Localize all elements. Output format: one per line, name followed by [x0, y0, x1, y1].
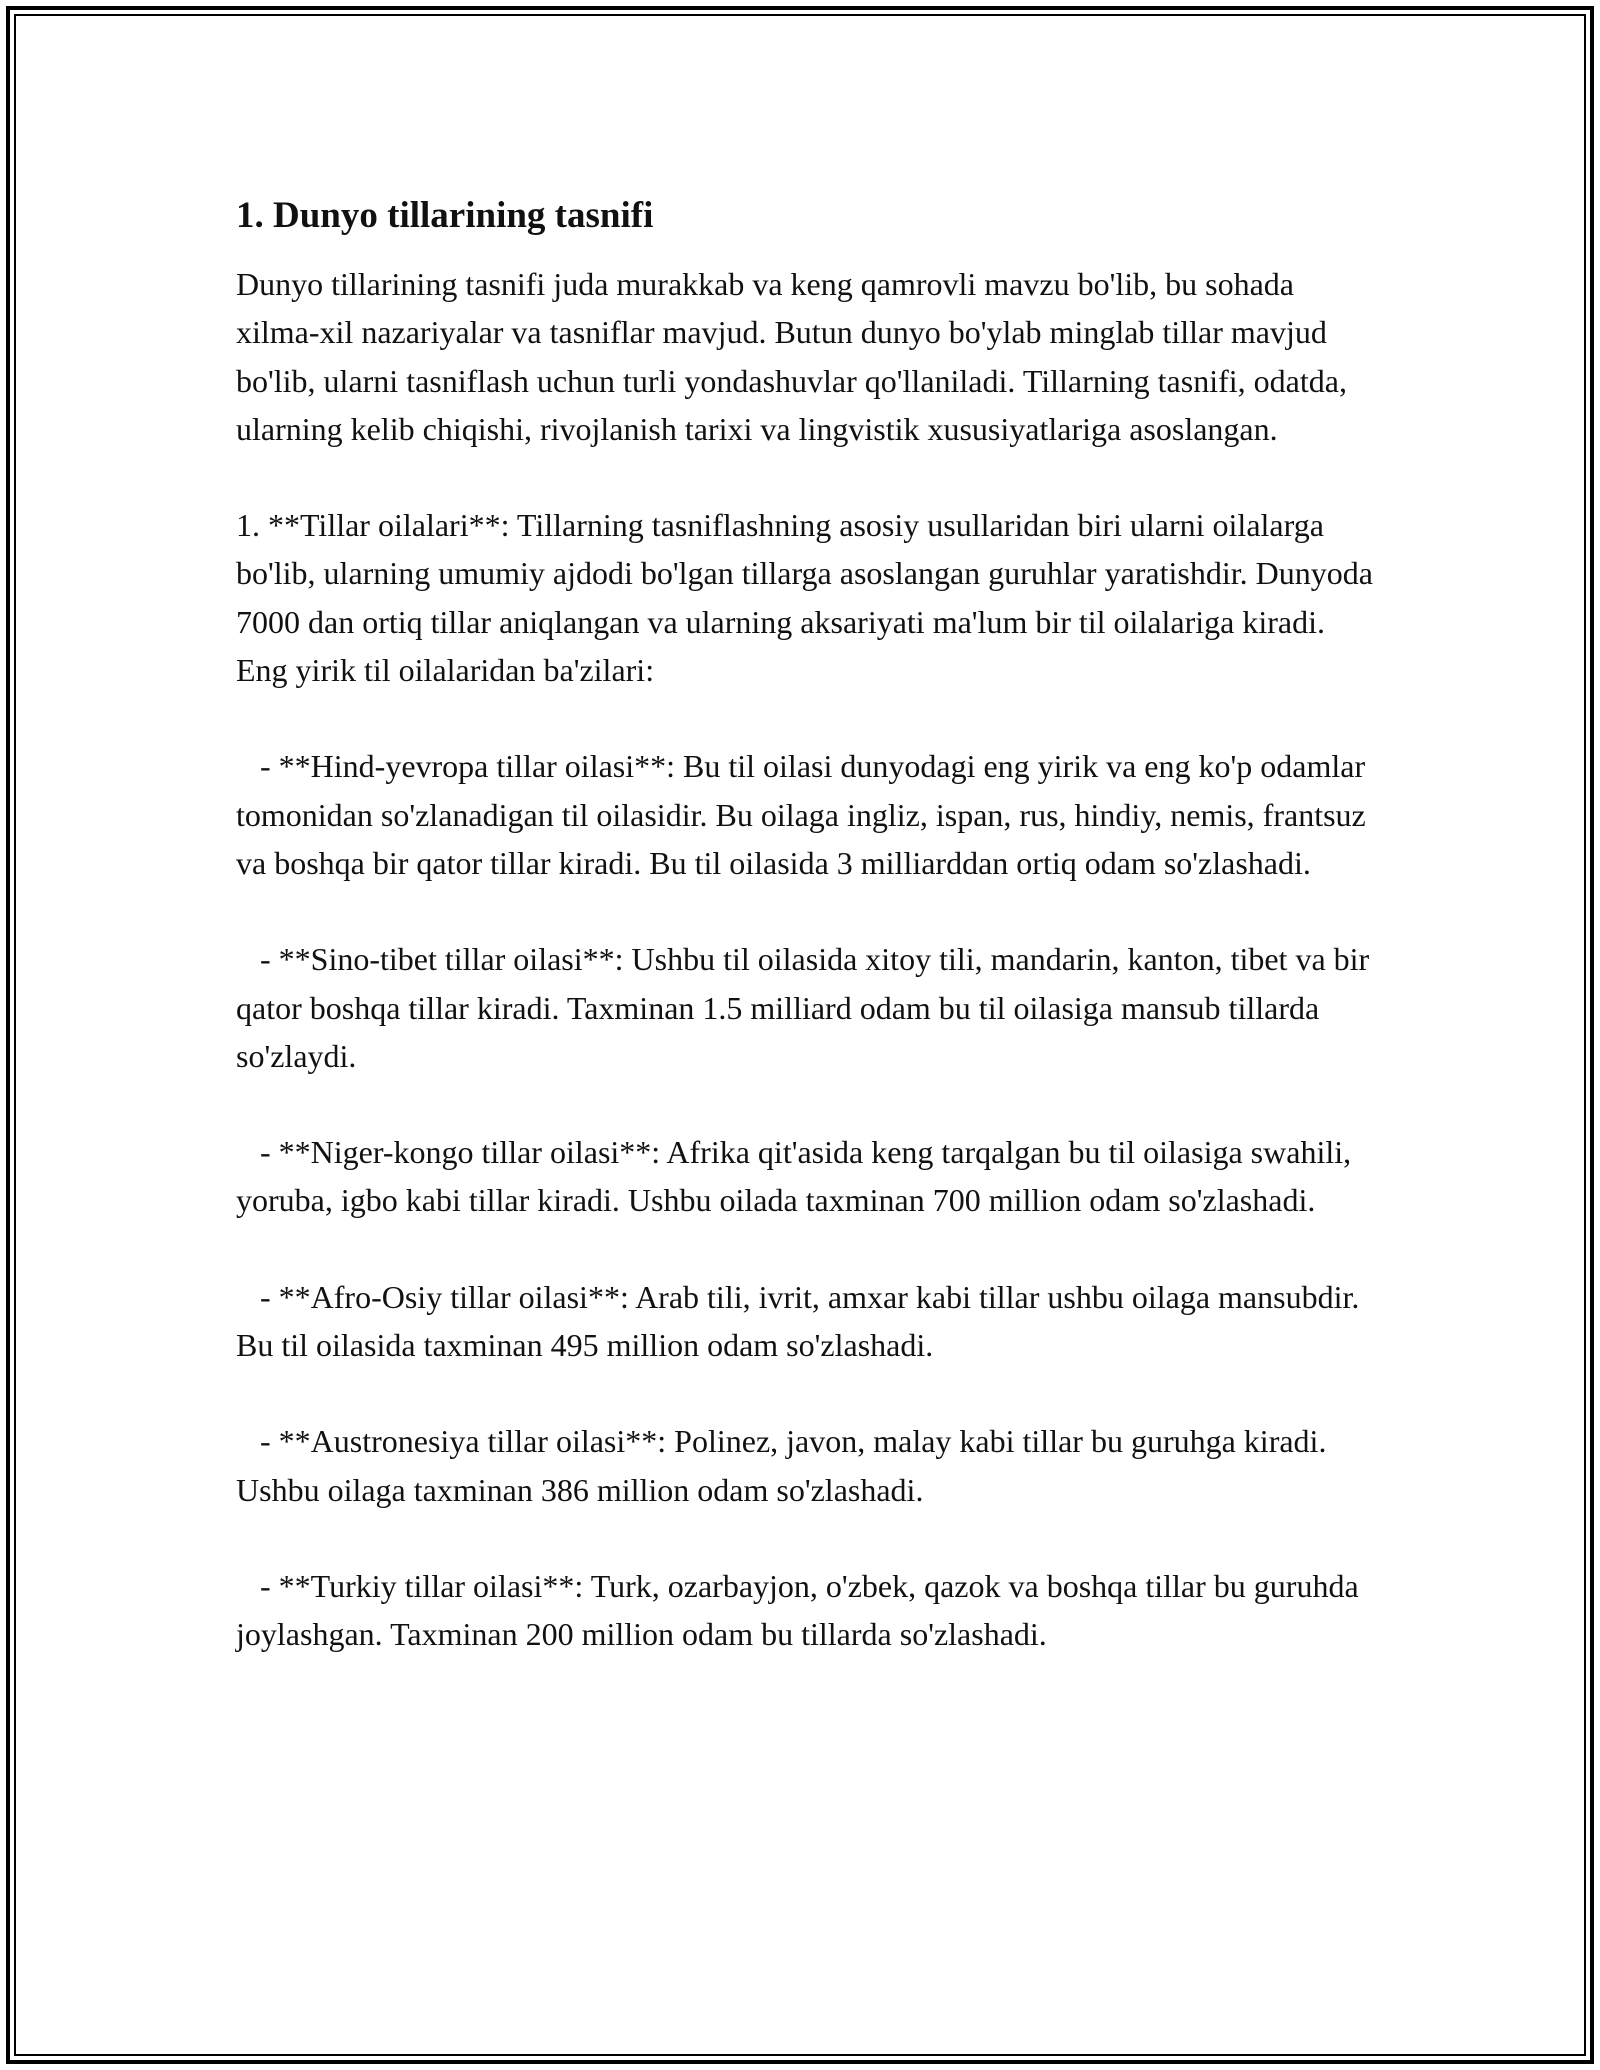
- turkic-item: - **Turkiy tillar oilasi**: Turk, ozarbayjon, o'zbek, qazok va boshqa tillar bu guruhda joylashgan. Taxminan 200 million odam bu tillarda so'zlashadi.: [236, 1567, 1367, 1653]
- document-body: [236, 188, 1381, 1707]
- intro-paragraph: Dunyo tillarining tasnifi juda murakkab va keng qamrovli mavzu bo'lib, bu sohada xilma-xil nazariyalar va tasniflar mavjud. Butun dunyo bo'ylab minglab tillar mavjud bo'lib, ularni tasniflash uchun turli yondashuvlar qo'llaniladi. Tillarning tasnifi, odatda, ularning kelib chiqishi, rivojlanish tarixi va lingvistik xususiyatlariga asoslangan.: [236, 266, 1355, 447]
- sino-tibetan-item: - **Sino-tibet tillar oilasi**: Ushbu til oilasida xitoy tili, mandarin, kanton, tibet va bir qator boshqa tillar kiradi. Taxminan 1.5 milliard odam bu til oilasiga mansub tillarda so'zlaydi.: [236, 941, 1378, 1074]
- niger-congo-item: - **Niger-kongo tillar oilasi**: Afrika qit'asida keng tarqalgan bu til oilasiga swahili, yoruba, igbo kabi tillar kiradi. Ushbu oilada taxminan 700 million odam so'zlashadi.: [236, 1134, 1360, 1219]
- indo-european-item: - **Hind-yevropa tillar oilasi**: Bu til oilasi dunyodagi eng yirik va eng ko'p odamlar tomonidan so'zlanadigan til oilasidir. Bu oilaga ingliz, ispan, rus, hindiy, nemis, frantsuz va boshqa bir qator tillar kiradi. Bu til oilasida 3 milliarddan ortiq odam so'zlashadi.: [236, 748, 1374, 881]
- section-heading: 1. Dunyo tillarining tasnifi: [236, 195, 654, 236]
- austronesian-item: - **Austronesiya tillar oilasi**: Polinez, javon, malay kabi tillar bu guruhga kiradi. Ushbu oilaga taxminan 386 million odam so'zlashadi.: [236, 1423, 1335, 1508]
- language-families-paragraph: 1. **Tillar oilalari**: Tillarning tasniflashning asosiy usullaridan biri ularni oilalarga bo'lib, ularning umumiy ajdodi bo'lgan tillarga asoslangan guruhlar yaratishdir. Dunyoda 7000 dan ortiq tillar aniqlangan va ularning aksariyati ma'lum bir til oilalariga kiradi. Eng yirik til oilalaridan ba'zilari:: [236, 507, 1381, 689]
- afro-asiatic-item: - **Afro-Osiy tillar oilasi**: Arab tili, ivrit, amxar kabi tillar ushbu oilaga mansubdir. Bu til oilasida taxminan 495 million odam so'zlashadi.: [236, 1278, 1368, 1364]
